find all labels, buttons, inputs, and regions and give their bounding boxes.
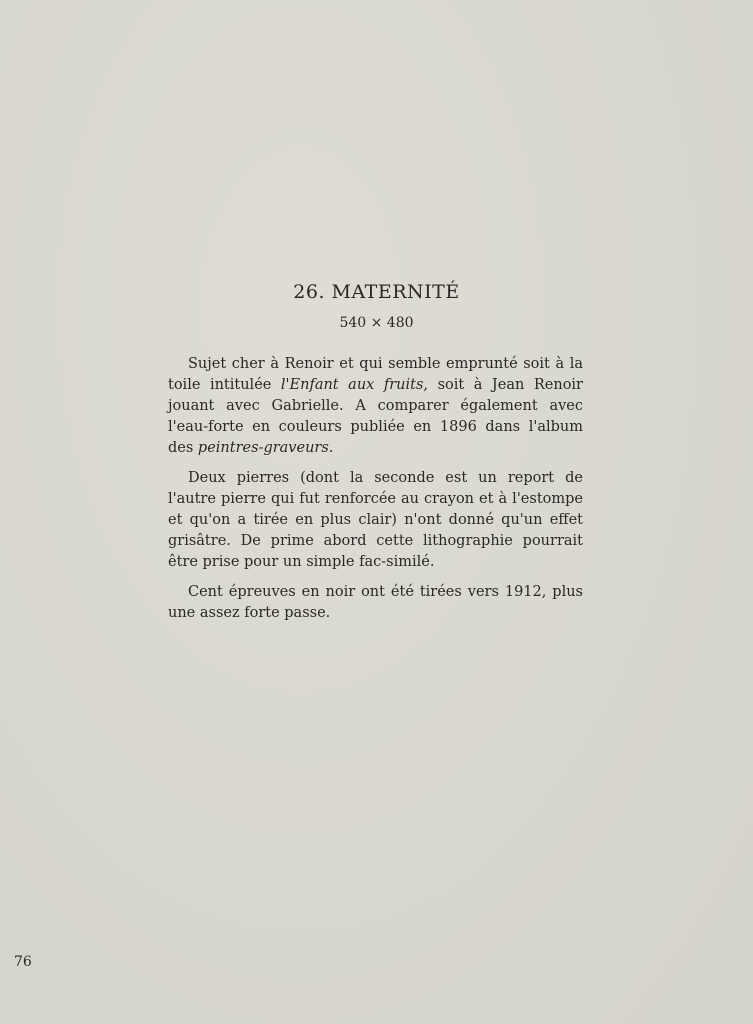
paragraph-1-part-a: Sujet cher à Renoir et qui semble emprunté soit à la toile intitulée bbox=[168, 356, 583, 393]
entry-title: 26. MATERNITÉ bbox=[293, 281, 460, 303]
entry-dimensions: 540 × 480 bbox=[339, 315, 414, 331]
paragraph-1-part-c: . bbox=[328, 440, 334, 456]
paragraph-3: Cent épreuves en noir ont été tirées vers 1912, plus une assez forte passe. bbox=[168, 584, 583, 621]
paragraph-1-part-b: , soit à Jean Renoir jouant avec Gabrielle. A comparer également avec l'eau-forte en couleurs publiée en 1896 dans l'album des bbox=[168, 377, 583, 456]
artwork-title-italic: l'Enfant aux fruits bbox=[280, 377, 424, 393]
entry-description bbox=[168, 354, 583, 633]
album-title-italic: peintres-graveurs bbox=[197, 440, 329, 456]
paragraph-2: Deux pierres (dont la seconde est un report de l'autre pierre qui fut renforcée au crayon et à l'estompe et qu'on a tirée en plus clair) n'ont donné qu'un effet grisâtre. De prime abord cette lithographie pourrait être prise pour un simple fac-similé. bbox=[168, 470, 583, 570]
page-number: 76 bbox=[14, 954, 32, 970]
paragraph-1 bbox=[168, 354, 583, 459]
